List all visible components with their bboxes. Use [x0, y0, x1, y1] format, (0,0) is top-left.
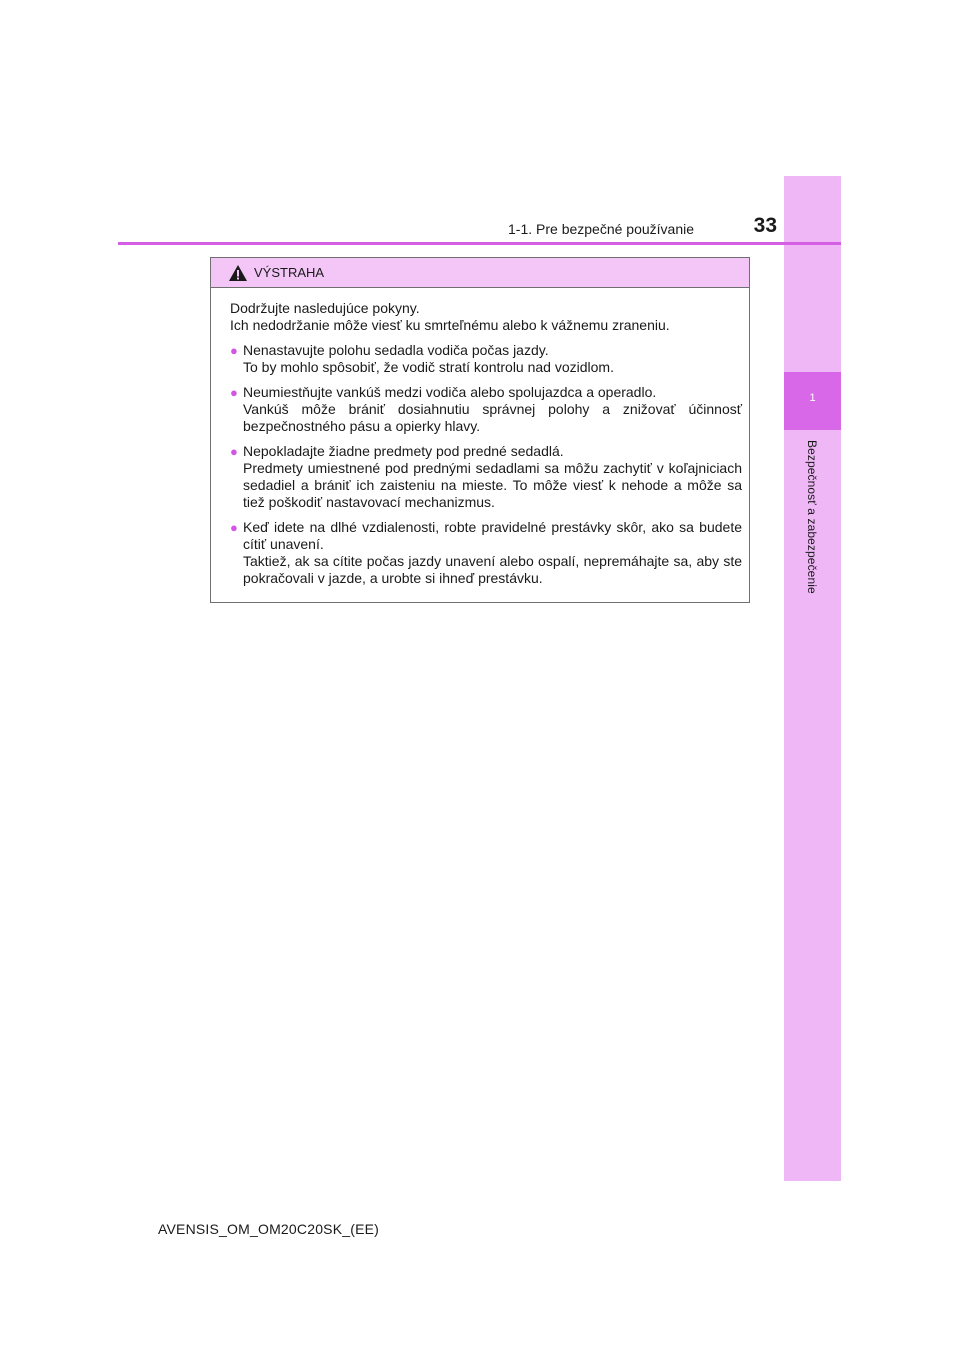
warning-intro [230, 300, 742, 334]
header-divider [118, 242, 841, 245]
warning-item [230, 519, 742, 587]
warning-triangle-icon [228, 264, 248, 282]
warning-item-line: Taktiež, ak sa cítite počas jazdy unavení alebo ospalí, nepremáhajte sa, aby ste pokračovali v jazde, a urobte si ihneď prestávku. [243, 553, 742, 586]
warning-item-line: Nenastavujte polohu sedadla vodiča počas jazdy. [243, 342, 549, 358]
page-number: 33 [753, 214, 777, 237]
warning-item-line: Predmety umiestnené pod prednými sedadlami sa môžu zachytiť v koľajniciach sedadiel a brániť ich zaisteniu na mieste. To môže viesť k nehode a môže sa tiež poškodiť nastavovací mechanizmus. [243, 460, 742, 510]
warning-title: VÝSTRAHA [254, 265, 325, 280]
warning-item-line: Vankúš môže brániť dosiahnutiu správnej polohy a znižovať účinnosť bezpečnostného pásu a opierky hlavy. [243, 401, 742, 434]
bullet-icon: ● [230, 444, 238, 459]
warning-intro-line: Ich nedodržanie môže viesť ku smrteľnému alebo k vážnemu zraneniu. [230, 317, 670, 333]
chapter-sidebar [784, 176, 841, 1181]
warning-box [210, 257, 750, 603]
chapter-tab[interactable] [784, 372, 841, 430]
warning-intro-line: Dodržujte nasledujúce pokyny. [230, 300, 420, 316]
warning-item-line: Neumiestňujte vankúš medzi vodiča alebo spolujazdca a operadlo. [243, 384, 657, 400]
warning-item [230, 342, 742, 376]
warning-item [230, 384, 742, 435]
chapter-number: 1 [809, 392, 816, 404]
bullet-icon: ● [230, 343, 238, 358]
chapter-title: Bezpečnosť a zabezpečenie [805, 440, 819, 594]
bullet-icon: ● [230, 385, 238, 400]
warning-body [230, 300, 742, 587]
warning-item-line: Nepokladajte žiadne predmety pod predné sedadlá. [243, 443, 564, 459]
warning-item [230, 443, 742, 511]
bullet-icon: ● [230, 520, 238, 535]
section-title: 1-1. Pre bezpečné používanie [508, 221, 695, 237]
warning-item-line: To by mohlo spôsobiť, že vodič stratí kontrolu nad vozidlom. [243, 359, 614, 375]
warning-item-line: Keď idete na dlhé vzdialenosti, robte pravidelné prestávky skôr, ako sa budete cítiť unavení. [243, 519, 742, 552]
warning-header [211, 258, 749, 288]
document-code: AVENSIS_OM_OM20C20SK_(EE) [158, 1221, 380, 1237]
